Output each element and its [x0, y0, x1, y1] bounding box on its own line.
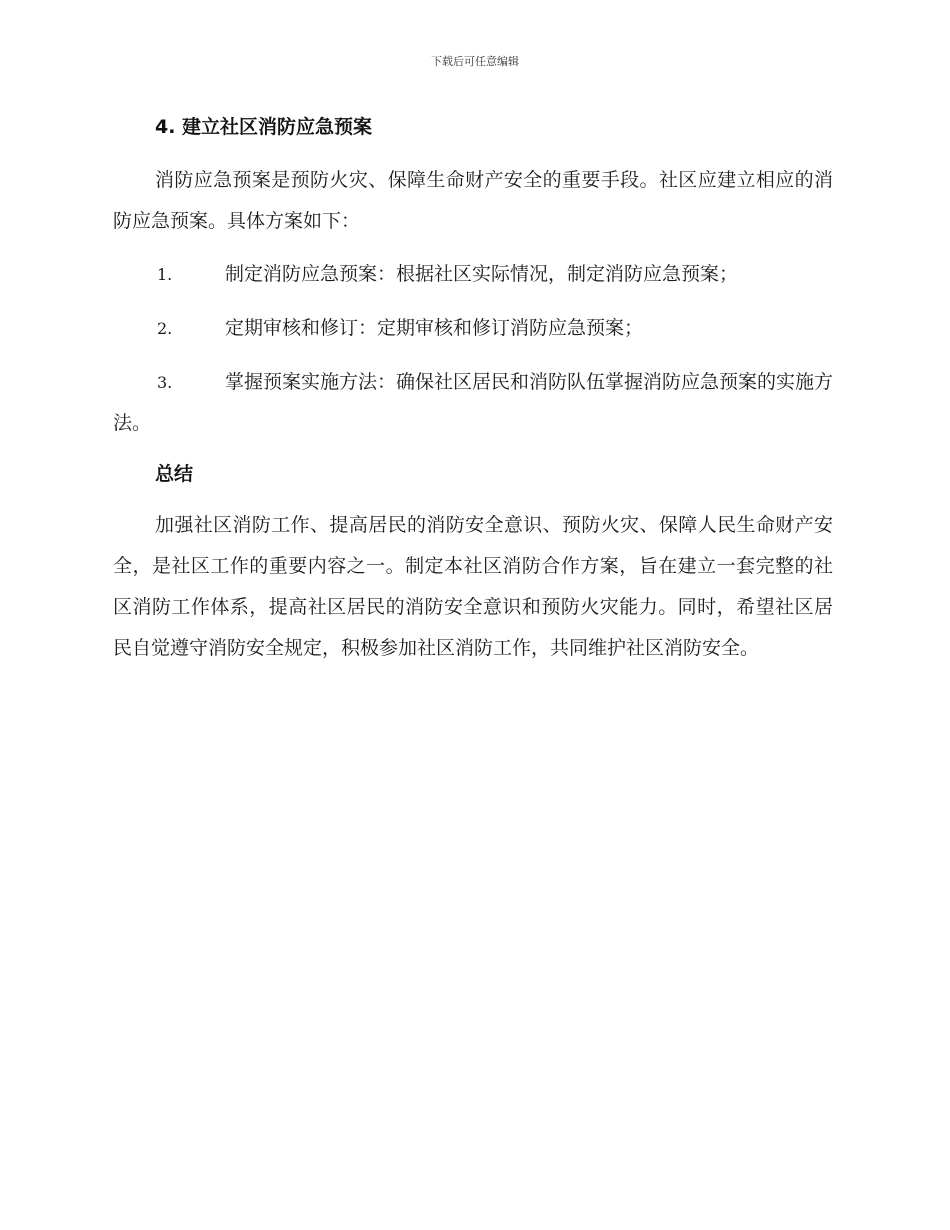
list-item — [113, 308, 833, 349]
page-header: 下载后可任意编辑 — [431, 55, 519, 68]
list-item-text: 定期审核和修订：定期审核和修订消防应急预案； — [225, 317, 644, 339]
list-item — [113, 254, 833, 295]
list-item-text: 制定消防应急预案：根据社区实际情况，制定消防应急预案； — [225, 263, 739, 285]
document-body — [113, 110, 833, 681]
summary-paragraph: 加强社区消防工作、提高居民的消防安全意识、预防火灾、保障人民生命财产安全，是社区工作的重要内容之一。制定本社区消防合作方案，旨在建立一套完整的社区消防工作体系，提高社区居民的消防安全意识和预防火灾能力。同时，希望社区居民自觉遵守消防安全规定，积极参加社区消防工作，共同维护社区消防安全。 — [113, 514, 833, 659]
section-intro-paragraph: 消防应急预案是预防火灾、保障生命财产安全的重要手段。社区应建立相应的消防应急预案。具体方案如下： — [113, 169, 833, 232]
section-heading: 4. 建立社区消防应急预案 — [155, 116, 373, 138]
list-item-number: 1. — [157, 265, 173, 284]
list-item-number: 2. — [157, 319, 173, 338]
summary-heading: 总结 — [155, 463, 194, 485]
list-item-number: 3. — [157, 373, 173, 392]
list-item-text: 掌握预案实施方法：确保社区居民和消防队伍掌握消防应急预案的实施方法。 — [113, 371, 834, 434]
list-item — [113, 362, 833, 444]
